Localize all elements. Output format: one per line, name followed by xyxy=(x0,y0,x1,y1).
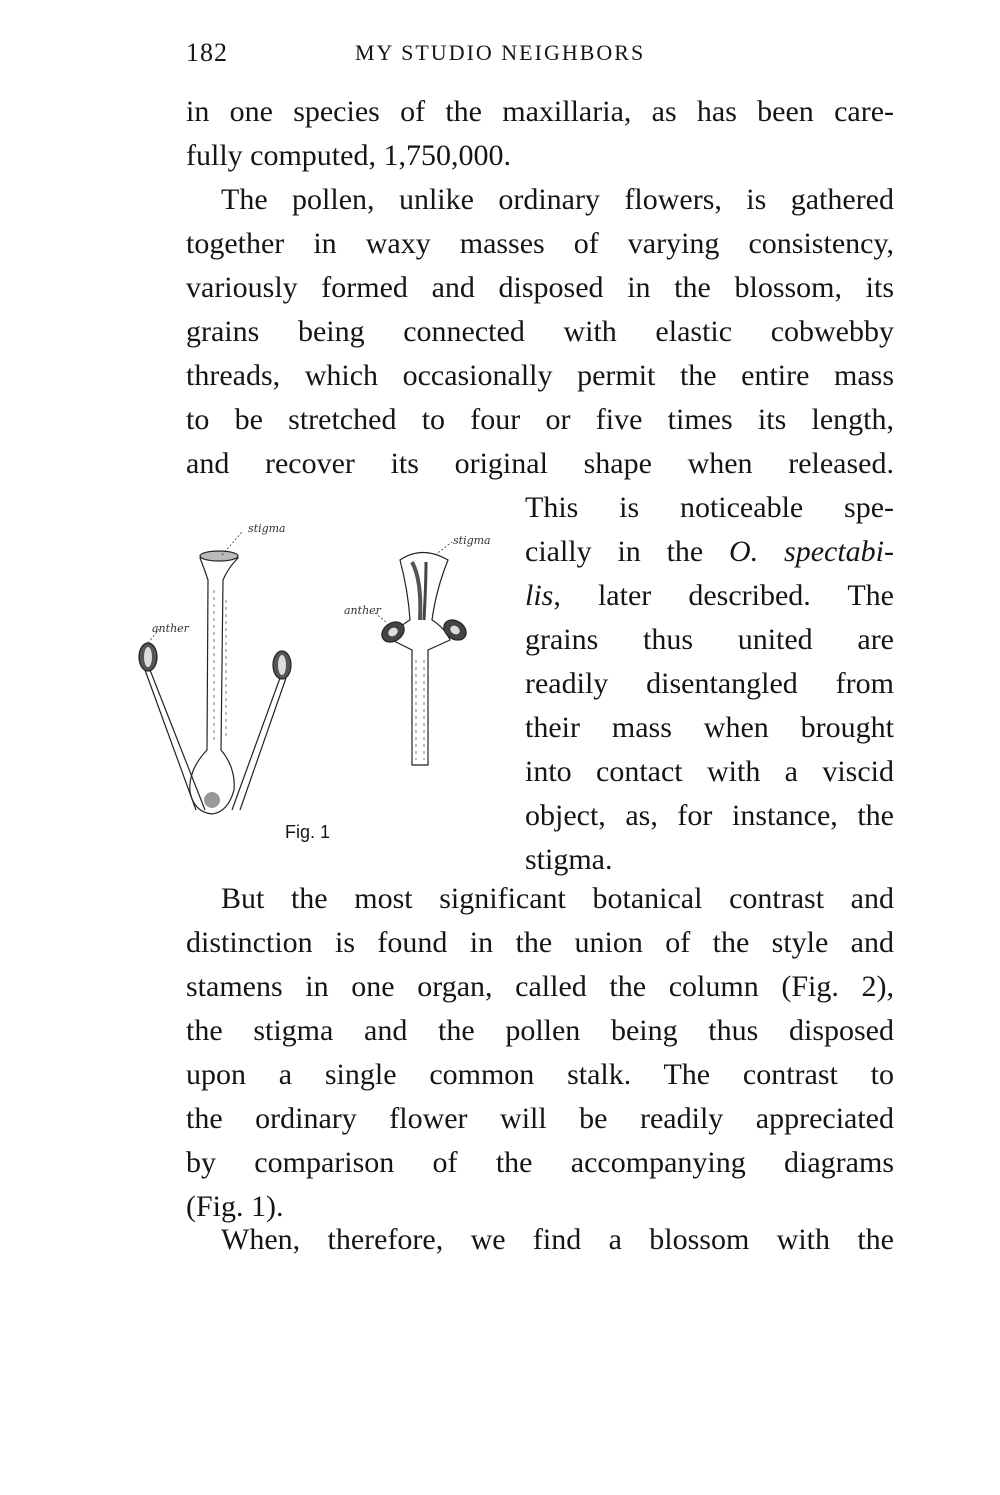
text-line: stamens in one organ, called the column (Fig. 2), xyxy=(186,970,894,1003)
label-anther-right: anther xyxy=(344,604,381,617)
right-column-shape xyxy=(392,553,450,766)
text-line: distinction is found in the union of the style and xyxy=(186,926,894,959)
text-line xyxy=(525,574,894,618)
text-line: by comparison of the accompanying diagrams xyxy=(186,1146,894,1179)
text-line: variously formed and disposed in the blossom, its xyxy=(186,271,894,304)
text-line: (Fig. 1). xyxy=(186,1190,284,1223)
label-anther-left: anther xyxy=(152,622,189,635)
text-line: But the most significant botanical contrast and xyxy=(221,882,894,915)
text-line: grains being connected with elastic cobwebby xyxy=(186,315,894,348)
italic-span: O. spectabi- xyxy=(729,535,894,568)
text-line: the stigma and the pollen being thus disposed xyxy=(186,1014,894,1047)
text-line: This is noticeable spe- xyxy=(525,491,894,524)
text-span: cially in the xyxy=(525,535,730,568)
text-line: grains thus united are xyxy=(525,623,894,656)
text-line: object, as, for instance, the xyxy=(525,799,894,832)
text-line: their mass when brought xyxy=(525,711,894,744)
text-line: fully computed, 1,750,000. xyxy=(186,139,511,172)
text-line: upon a single common stalk. The contrast to xyxy=(186,1058,894,1091)
text-line: and recover its original shape when released. xyxy=(186,447,894,480)
text-line: the ordinary flower will be readily appreciated xyxy=(186,1102,894,1135)
figure-1 xyxy=(130,510,510,860)
label-stigma-left: stigma xyxy=(248,522,286,535)
flower-diagram-illustration xyxy=(130,510,510,860)
text-line: The pollen, unlike ordinary flowers, is gathered xyxy=(221,183,894,216)
figure-caption: Fig. 1 xyxy=(285,822,331,842)
text-line: in one species of the maxillaria, as has been care- xyxy=(186,95,894,128)
text-line: When, therefore, we find a blossom with the xyxy=(221,1223,894,1256)
label-stigma-right: stigma xyxy=(453,534,491,547)
text-line: threads, which occasionally permit the entire mass xyxy=(186,359,894,392)
text-line: stigma. xyxy=(525,843,613,876)
running-title: MY STUDIO NEIGHBORS xyxy=(355,40,646,65)
text-line: together in waxy masses of varying consistency, xyxy=(186,227,894,260)
right-anther-shape xyxy=(273,651,291,679)
italic-span: lis xyxy=(525,579,554,612)
text-line: readily disentangled from xyxy=(525,667,894,700)
text-line xyxy=(525,530,894,574)
text-line: into contact with a viscid xyxy=(525,755,894,788)
text-span: , later described. The xyxy=(553,579,894,612)
page-number: 182 xyxy=(186,38,228,67)
left-anther-shape xyxy=(139,643,157,671)
column-pollinia-shape xyxy=(378,616,470,647)
text-line: to be stretched to four or five times its length, xyxy=(186,403,894,436)
